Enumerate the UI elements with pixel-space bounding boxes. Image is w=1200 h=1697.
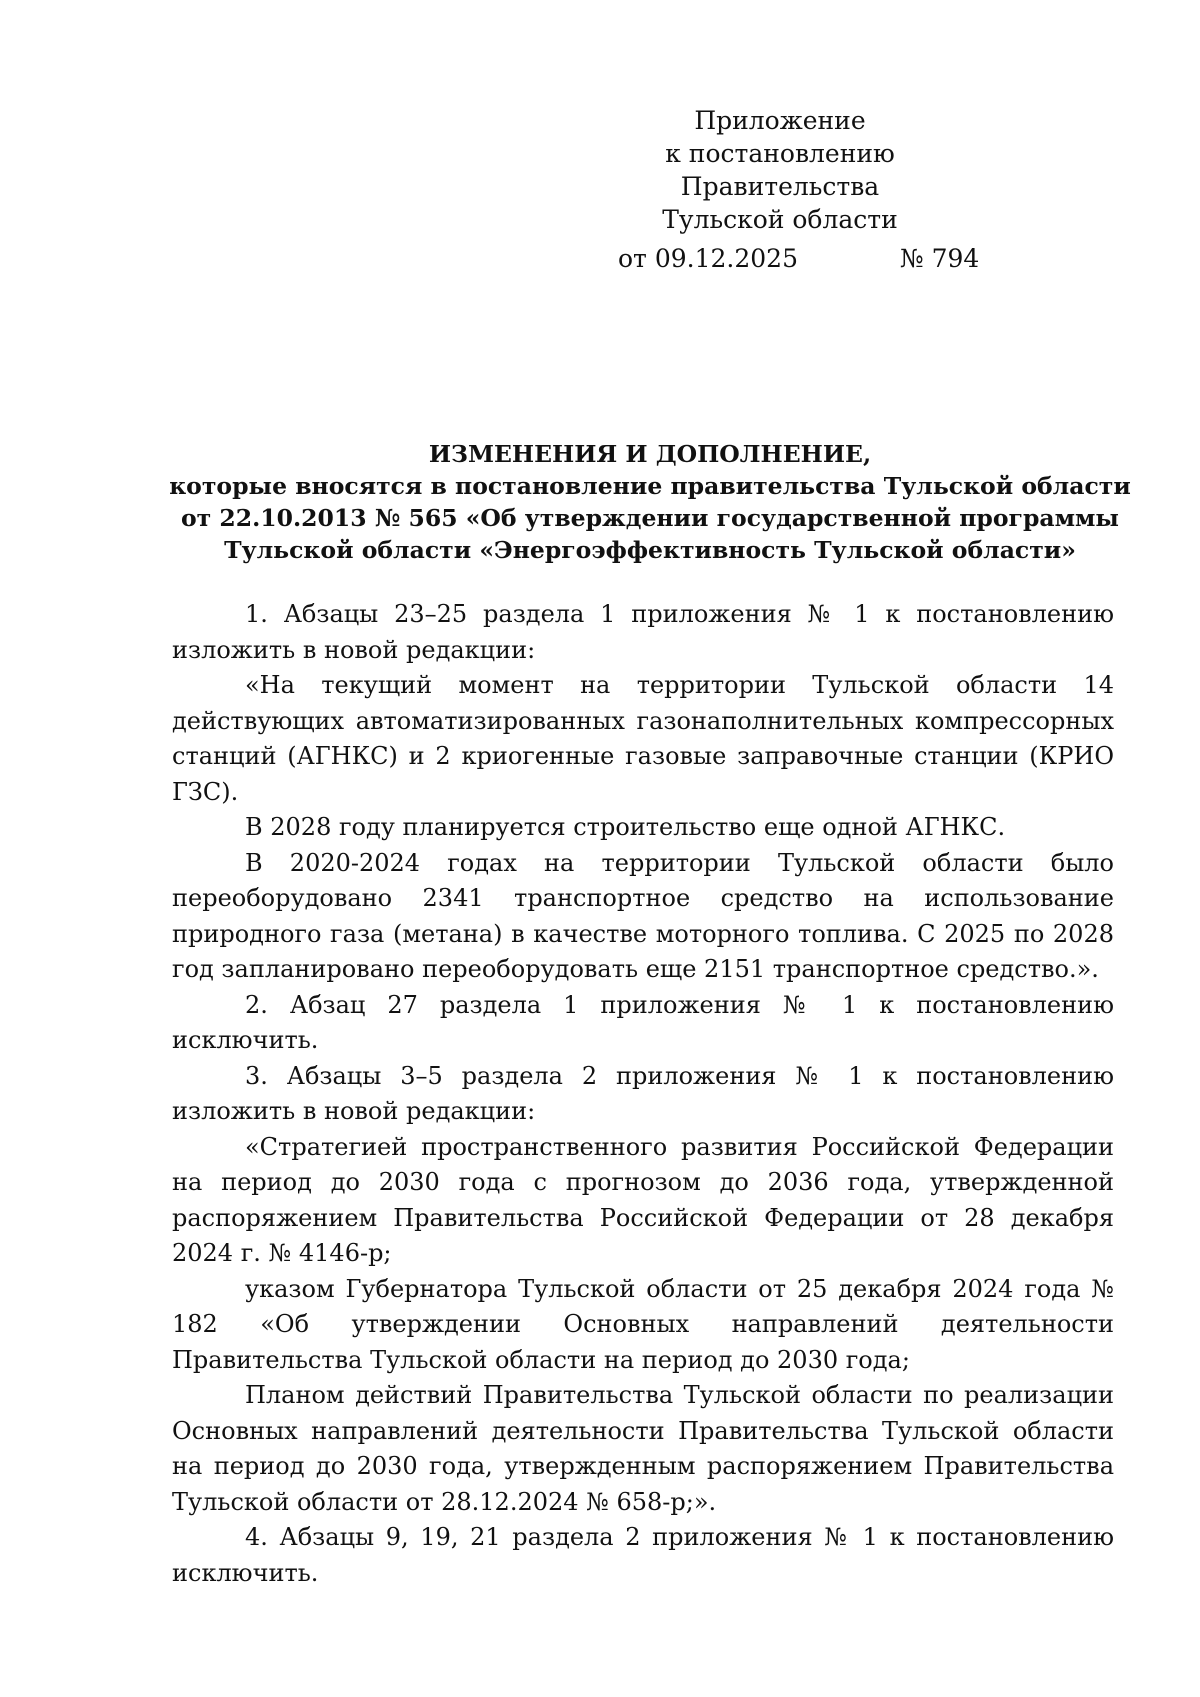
document-number: № 794 [900,244,980,273]
paragraph: Планом действий Правительства Тульской области по реализации Основных направлений деятельности Правительства Тульской области на период до 2030 года, утвержденным распоряжением Правительства Тульской области от 28.12.2024 № 658-р;». [172,1381,1114,1516]
paragraph: В 2020-2024 годах на территории Тульской области было переоборудовано 2341 транспортное средство на использование природного газа (метана) в качестве моторного топлива. С 2025 по 2028 год запланировано переоборудовать еще 2151 транспортное средство.». [172,848,1114,983]
title-line-3: от 22.10.2013 № 565 «Об утверждении государственной программы [181,504,1119,532]
document-title [160,438,1140,566]
paragraph: В 2028 году планируется строительство еще одной АГНКС. [245,813,1006,841]
appendix-title: Приложение [694,106,866,135]
paragraph: 3. Абзацы 3–5 раздела 2 приложения № 1 к постановлению изложить в новой редакции: [172,1061,1114,1125]
paragraph: 1. Абзацы 23–25 раздела 1 приложения № 1 к постановлению изложить в новой редакции: [172,600,1114,664]
paragraph: «На текущий момент на территории Тульской области 14 действующих автоматизированных газонаполнительных компрессорных станций (АГНКС) и 2 криогенные газовые заправочные станции (КРИО ГЗС). [172,671,1114,806]
appendix-header [580,104,980,236]
document-date: от 09.12.2025 [618,244,798,273]
paragraph: 4. Абзацы 9, 19, 21 раздела 2 приложения № 1 к постановлению исключить. [172,1523,1114,1587]
title-line-2: которые вносятся в постановление правительства Тульской области [169,472,1131,500]
title-line-4: Тульской области «Энергоэффективность Тульской области» [224,536,1076,564]
paragraph: 2. Абзац 27 раздела 1 приложения № 1 к постановлению исключить. [172,990,1114,1054]
appendix-reference: к постановлению Правительства [665,139,895,201]
document-body [172,597,1114,1591]
appendix-region: Тульской области [662,205,898,234]
paragraph: «Стратегией пространственного развития Российской Федерации на период до 2030 года с прогнозом до 2036 года, утвержденной распоряжением Правительства Российской Федерации от 28 декабря 2024 г. № 4146-р; [172,1132,1114,1267]
paragraph: указом Губернатора Тульской области от 25 декабря 2024 года № 182 «Об утверждении Основных направлений деятельности Правительства Тульской области на период до 2030 года; [172,1274,1114,1374]
title-line-1: ИЗМЕНЕНИЯ И ДОПОЛНЕНИЕ, [428,440,872,468]
